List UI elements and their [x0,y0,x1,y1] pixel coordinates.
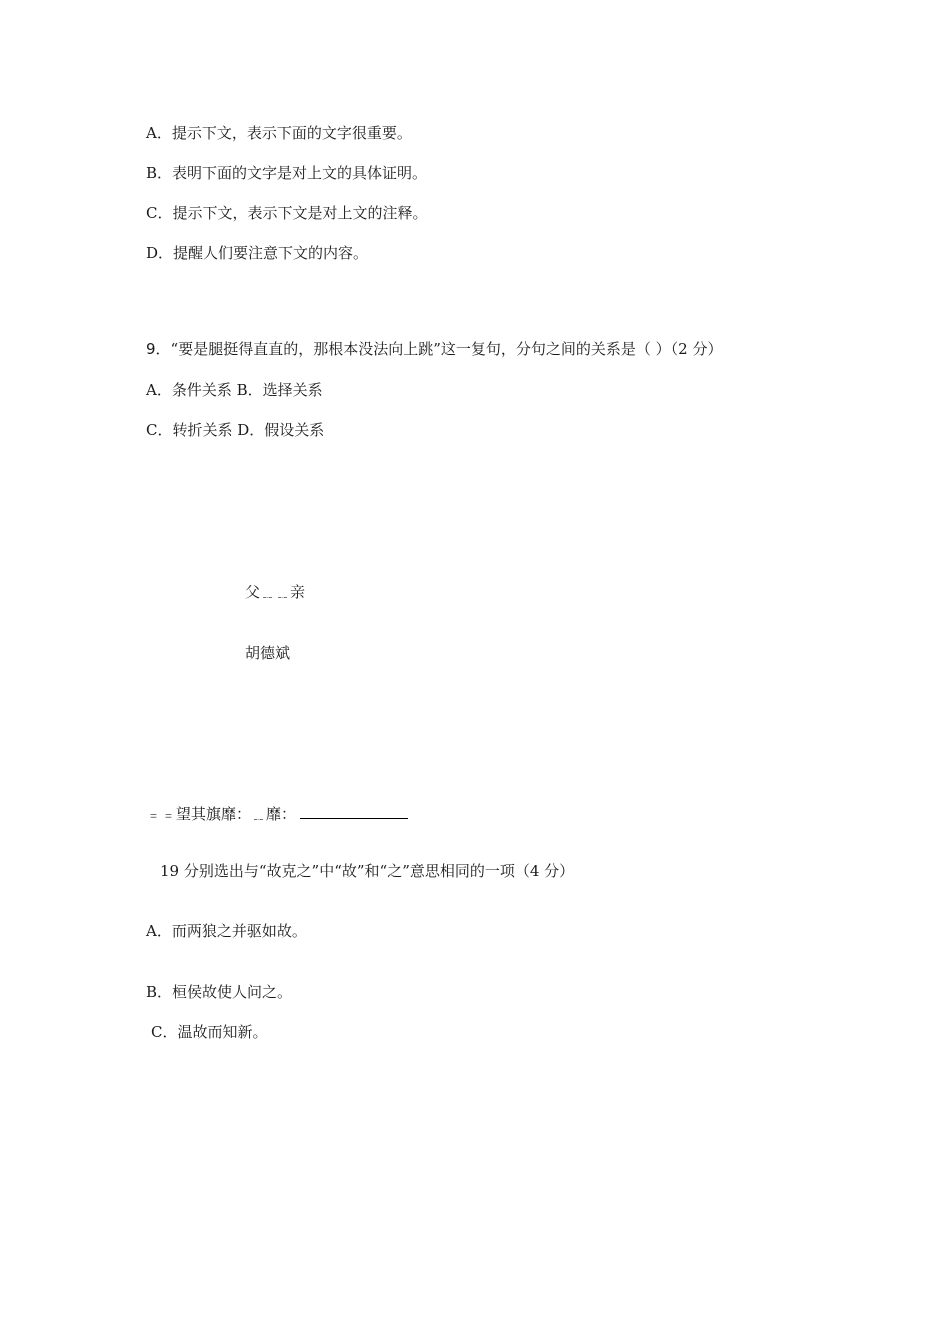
option-d-section1: D．提醒人们要注意下文的内容。 [146,244,369,262]
question-9 [146,339,722,359]
question-9-options-row2: C．转折关系 D．假设关系 [146,421,325,439]
fill-in-line [146,802,408,824]
question-9-number: 9． [146,340,171,358]
question-19-option-c: C．温故而知新。 [151,1023,268,1041]
article-author: 胡德斌 [245,644,291,662]
question-19-option-a: A．而两狼之并驱如故。 [146,922,307,940]
option-a-section1: A．提示下文，表示下面的文字很重要。 [146,124,412,142]
option-b-section1: B．表明下面的文字是对上文的具体证明。 [146,164,428,182]
question-19-stem: 19 分别选出与“故克之”中“故”和“之”意思相同的一项（4 分） [160,862,575,880]
question-19-option-b: B．桓侯故使人问之。 [146,983,293,1001]
question-9-options-row1: A．条件关系 B．选择关系 [146,381,323,399]
answer-blank[interactable] [300,802,408,819]
fill-in-text: ﹦﹦望其旗靡：﹎靡： [146,805,297,823]
article-title: 父﹎﹎亲 [245,583,306,601]
option-c-section1: C．提示下文，表示下文是对上文的注释。 [146,204,428,222]
question-9-stem: “要是腿挺得直直的，那根本没法向上跳”这一复句，分句之间的关系是（ ）（2 分） [170,340,723,358]
